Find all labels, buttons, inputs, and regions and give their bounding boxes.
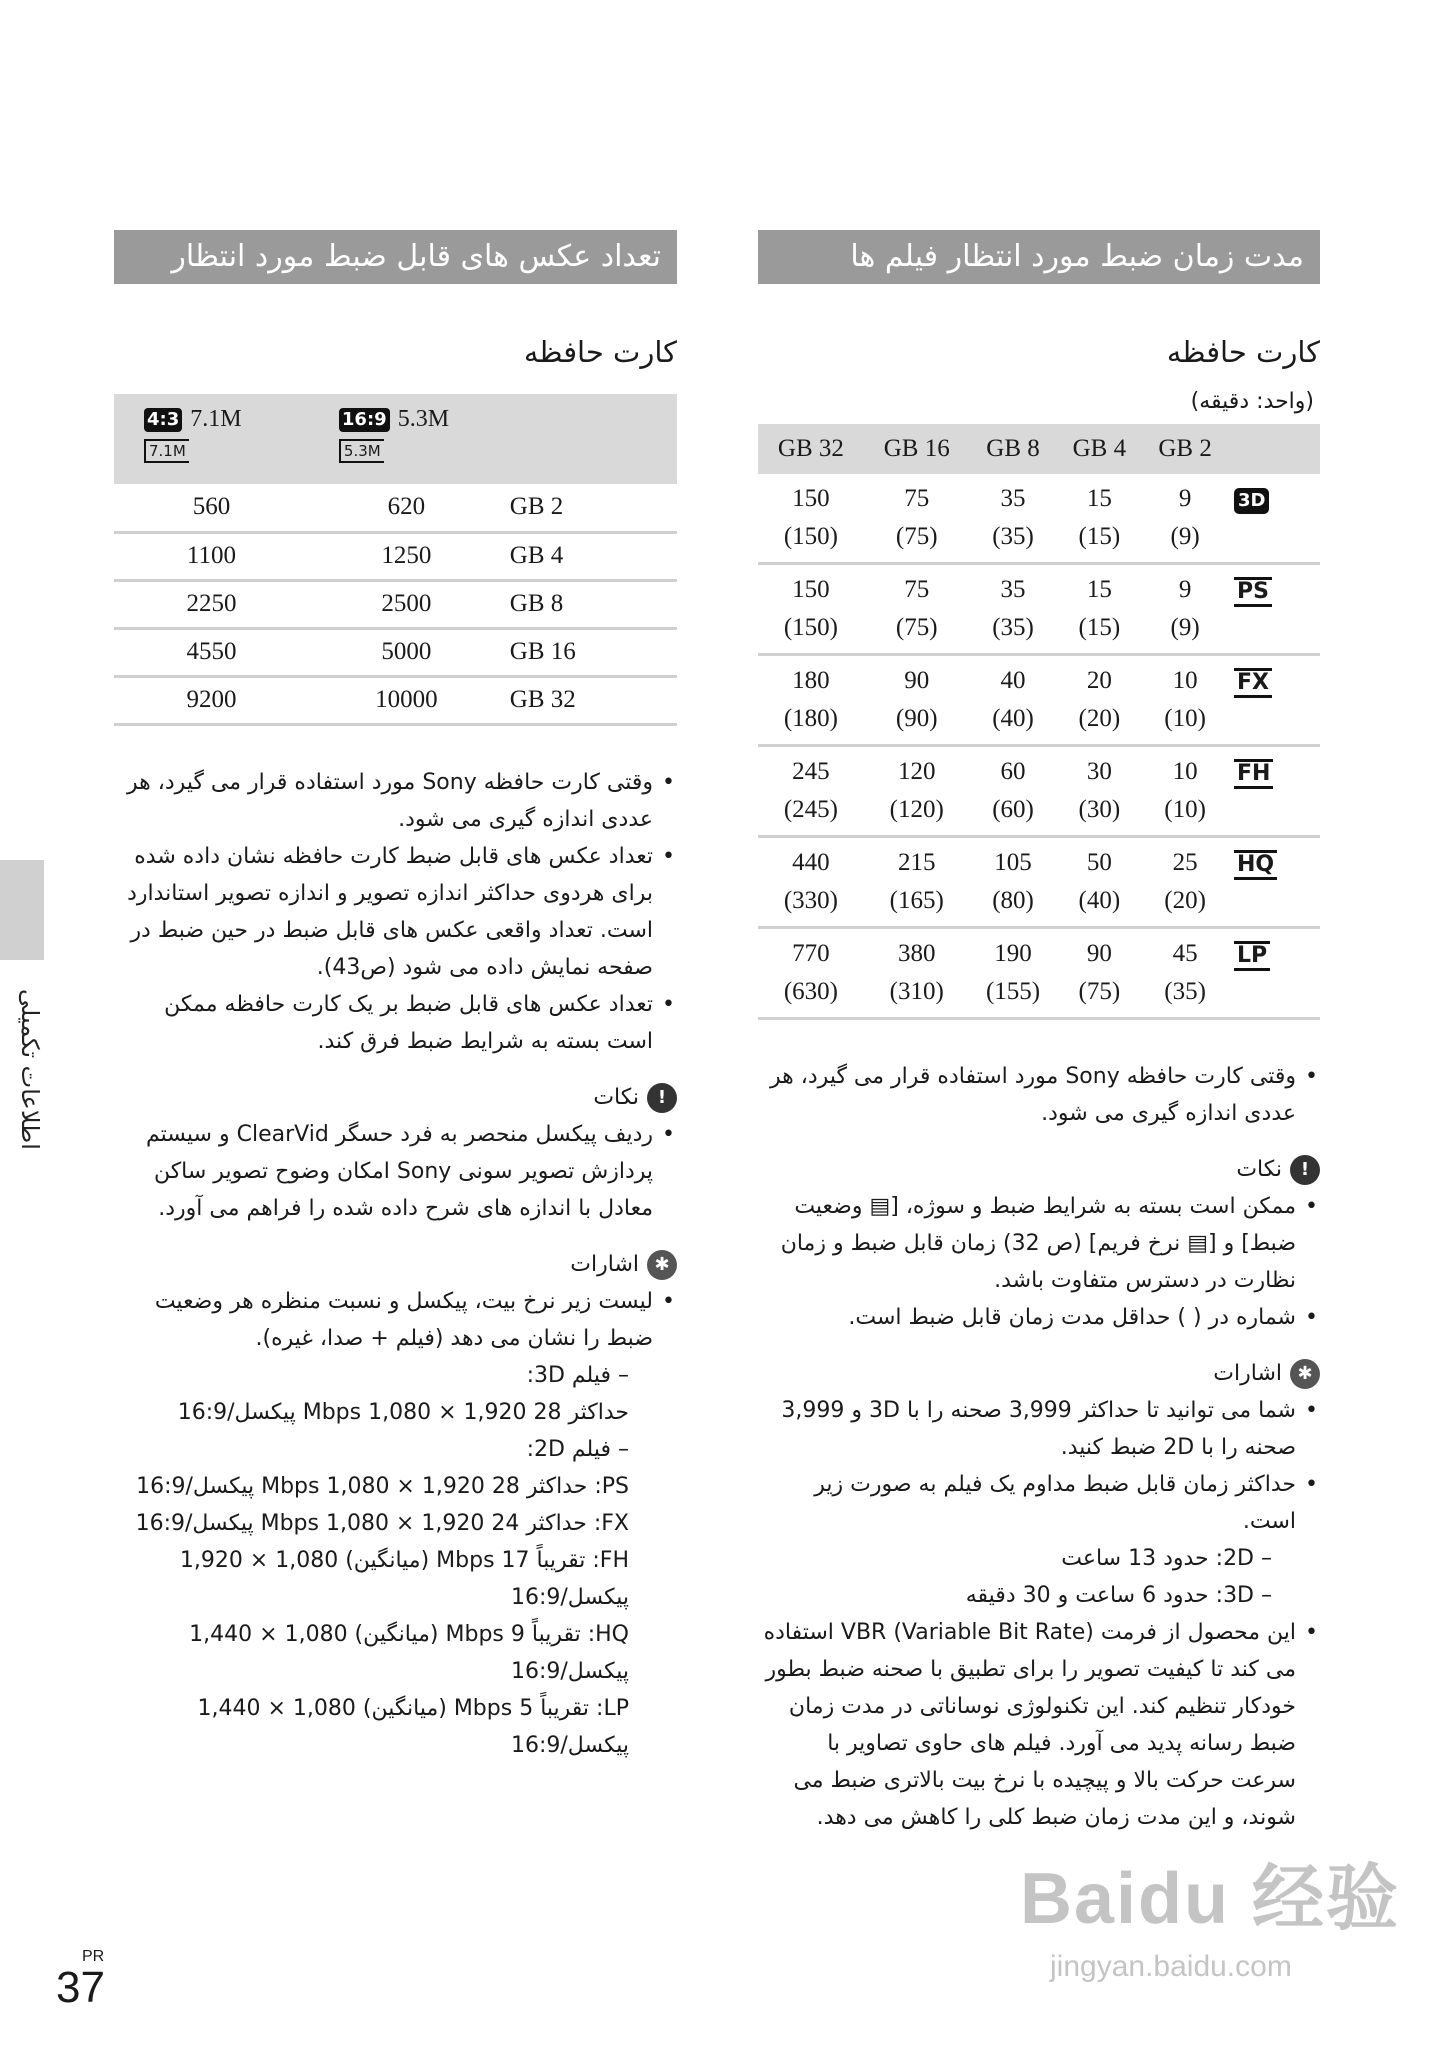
- photos-table: [114, 394, 677, 726]
- ratio-4-3-icon: 4:3: [144, 408, 182, 432]
- count-cell: 1100: [114, 532, 309, 580]
- list-item: LP: تقریباً 5 Mbps (میانگین) 1,080 × 1,440 پیکسل/16:9: [197, 1695, 629, 1758]
- table-cell: [1142, 928, 1228, 1019]
- hint-sublist: [758, 1540, 1320, 1614]
- column-header: 2 GB: [1142, 424, 1228, 474]
- table-cell: [1142, 564, 1228, 655]
- list-item: • شماره در ( ) حداقل مدت زمان قابل ضبط است.: [758, 1299, 1320, 1336]
- list-item: • شما می توانید تا حداکثر 3,999 صحنه را با 3D و 3,999 صحنه را با 2D ضبط کنید.: [758, 1392, 1320, 1466]
- cell-min-value: (9): [1170, 614, 1200, 641]
- table-cell: [864, 928, 970, 1019]
- list-item: HQ: تقریباً 9 Mbps (میانگین) 1,080 × 1,440 پیکسل/16:9: [189, 1621, 629, 1684]
- count-cell: 620: [309, 484, 504, 532]
- table-cell: [970, 655, 1057, 746]
- table-cell: [1142, 837, 1228, 928]
- table-row: [758, 474, 1320, 564]
- page-number-value: 37: [56, 1963, 105, 2012]
- cell-min-value: (310): [889, 978, 944, 1005]
- notes-title: نکات: [1236, 1157, 1282, 1182]
- cell-min-value: (120): [889, 796, 944, 823]
- count-cell: 1250: [309, 532, 504, 580]
- list-item: • ردیف پیکسل منحصر به فرد حسگر ClearVid و سیستم پردازش تصویر سونی Sony امکان وضوح تصویر ساکن معادل با اندازه های شرح داده شده را فراهم می آورد.: [114, 1116, 677, 1227]
- list-item: • حداکثر زمان قابل ضبط مداوم یک فیلم به صورت زیر است.: [758, 1466, 1320, 1540]
- list-item: • وقتی کارت حافظه Sony مورد استفاده قرار می گیرد، هر عددی اندازه گیری می شود.: [114, 764, 677, 838]
- card-cell: 32 GB: [504, 676, 677, 724]
- cell-min-value: (20): [1164, 887, 1206, 914]
- notes-heading: [758, 1152, 1320, 1188]
- card-cell: 16 GB: [504, 628, 677, 676]
- mode-cell: [1228, 474, 1320, 564]
- table-row: [114, 676, 677, 724]
- mode-cell: [1228, 837, 1320, 928]
- watermark: [1020, 1840, 1400, 2040]
- watermark-url: jingyan.baidu.com: [1050, 1950, 1292, 1983]
- column-header: 32 GB: [758, 424, 864, 474]
- list-item: – فیلم 3D:: [526, 1362, 629, 1388]
- list-item: • تعداد عکس های قابل ضبط کارت حافظه نشان داده شده برای هردوی حداکثر اندازه تصویر و اندازه تصویر استاندارد است. تعداد واقعی عکس های قابل ضبط در حین ضبط در صفحه نمایش داده می شود (ص43).: [114, 838, 677, 986]
- mode-3d-icon: 3D: [1234, 488, 1269, 514]
- cell-min-value: (75): [895, 523, 938, 550]
- column-header: 4 GB: [1056, 424, 1142, 474]
- cell-value: 245: [792, 758, 830, 785]
- card-cell: 8 GB: [504, 580, 677, 628]
- cell-value: 380: [897, 940, 936, 967]
- table-cell: [864, 655, 970, 746]
- notes-icon: !: [647, 1083, 677, 1113]
- list-item: • ممکن است بسته به شرایط ضبط و سوژه، [▤ وضعیت ضبط] و [▤ نرخ فریم] (ص 32) زمان قابل ضبط و زمان نظارت در دسترس متفاوت باشد.: [758, 1188, 1320, 1299]
- table-row: [114, 484, 677, 532]
- cell-min-value: (15): [1078, 614, 1121, 641]
- notes-list: [114, 1116, 677, 1227]
- hints-title: اشارات: [1213, 1361, 1282, 1386]
- recording-time-title: مدت زمان ضبط مورد انتظار فیلم ها: [758, 230, 1320, 284]
- hints-title: اشارات: [570, 1251, 639, 1277]
- cell-value: 25: [1172, 849, 1198, 876]
- cell-min-value: (80): [992, 887, 1034, 914]
- table-cell: [864, 746, 970, 837]
- lightbulb-icon: ✱: [647, 1250, 677, 1280]
- cell-min-value: (60): [992, 796, 1034, 823]
- image-size-label: 7.1M: [190, 406, 242, 432]
- mode-lp-icon: LP: [1234, 941, 1270, 971]
- table-header-row: [114, 394, 677, 484]
- recording-time-section: [758, 230, 1320, 1836]
- cell-value: 75: [904, 485, 930, 512]
- cell-min-value: (75): [895, 614, 938, 641]
- mode-header: [1228, 424, 1320, 474]
- notes-title: نکات: [593, 1084, 639, 1110]
- count-cell: 560: [114, 484, 309, 532]
- hints-heading: [758, 1356, 1320, 1392]
- table-row: [758, 837, 1320, 928]
- size-column-header: [309, 394, 504, 484]
- cell-value: 90: [904, 667, 930, 694]
- mode-fx-icon: FX: [1234, 668, 1272, 698]
- notes-icon: !: [1290, 1155, 1320, 1185]
- cell-min-value: (35): [992, 523, 1034, 550]
- cell-value: 105: [994, 849, 1032, 876]
- cell-value: 9: [1178, 485, 1192, 512]
- cell-min-value: (40): [1078, 887, 1121, 914]
- cell-value: 120: [897, 758, 936, 785]
- cell-value: 90: [1086, 940, 1112, 967]
- recording-time-subtitle: کارت حافظه: [1166, 335, 1320, 369]
- table-cell: [864, 474, 970, 564]
- table-cell: [1056, 837, 1142, 928]
- cell-min-value: (245): [783, 796, 838, 823]
- table-cell: [1142, 746, 1228, 837]
- cell-value: 180: [792, 667, 830, 694]
- table-cell: [1142, 655, 1228, 746]
- count-cell: 5000: [309, 628, 504, 676]
- cell-min-value: (35): [992, 614, 1034, 641]
- page-number: [56, 1948, 105, 2010]
- table-header-row: [758, 424, 1320, 474]
- hints-list: [758, 1392, 1320, 1540]
- photos-section: [114, 230, 677, 1764]
- photos-bullets: [114, 764, 677, 1060]
- cell-min-value: (630): [783, 978, 838, 1005]
- cell-value: 770: [792, 940, 830, 967]
- photos-subtitle: کارت حافظه: [523, 335, 677, 369]
- list-item: حداکثر 28 Mbps 1,080 × 1,920 پیکسل/16:9: [177, 1399, 629, 1425]
- watermark-logo: Baidu 经验: [1020, 1859, 1401, 1939]
- cell-value: 440: [792, 849, 830, 876]
- list-item: • این محصول از فرمت VBR (Variable Bit Rate) استفاده می کند تا کیفیت تصویر را برای تطبیق با صحنه ضبط بطور خودکار تنظیم کند. این تکنولوژی نوساناتی در مدت زمان ضبط رسانه پدید می آورد. فیلم های حاوی تصاویر با سرعت حرکت بالا و پیچیده با نرخ بیت بالاتری ضبط می شوند، و این مدت زمان ضبط کلی را کاهش می دهد.: [758, 1614, 1320, 1836]
- cell-value: 150: [792, 485, 830, 512]
- cell-min-value: (180): [783, 705, 838, 732]
- table-cell: [1056, 655, 1142, 746]
- table-row: [114, 628, 677, 676]
- list-item: FX: حداکثر 24 Mbps 1,080 × 1,920 پیکسل/16:9: [135, 1510, 629, 1536]
- table-cell: [758, 837, 864, 928]
- count-cell: 2250: [114, 580, 309, 628]
- table-cell: [970, 837, 1057, 928]
- page-lang: PR: [82, 1948, 105, 1965]
- mode-cell: [1228, 564, 1320, 655]
- photos-title: تعداد عکس های قابل ضبط مورد انتظار: [114, 230, 677, 284]
- table-row: [758, 655, 1320, 746]
- cell-min-value: (75): [1078, 978, 1121, 1005]
- mode-fh-icon: FH: [1234, 759, 1273, 789]
- table-row: [758, 746, 1320, 837]
- image-size-icon: 5.3M: [339, 439, 384, 463]
- ratio-16-9-icon: 16:9: [339, 408, 390, 432]
- cell-value: 10: [1172, 758, 1198, 785]
- list-item: FH: تقریباً 17 Mbps (میانگین) 1,080 × 1,920 پیکسل/16:9: [179, 1547, 629, 1610]
- table-cell: [864, 564, 970, 655]
- cell-value: 50: [1086, 849, 1112, 876]
- table-cell: [758, 474, 864, 564]
- cell-value: 190: [994, 940, 1032, 967]
- count-cell: 9200: [114, 676, 309, 724]
- cell-value: 215: [897, 849, 936, 876]
- column-header: 16 GB: [864, 424, 970, 474]
- cell-value: 45: [1172, 940, 1198, 967]
- table-cell: [970, 928, 1057, 1019]
- cell-min-value: (9): [1170, 523, 1200, 550]
- table-cell: [1056, 564, 1142, 655]
- side-tab-label: اطلاعات تکمیلی: [16, 989, 44, 1150]
- cell-min-value: (15): [1078, 523, 1121, 550]
- cell-min-value: (330): [783, 887, 838, 914]
- table-row: [758, 928, 1320, 1019]
- count-cell: 2500: [309, 580, 504, 628]
- cell-value: 30: [1086, 758, 1112, 785]
- mode-hq-icon: HQ: [1234, 850, 1277, 880]
- cell-value: 10: [1172, 667, 1198, 694]
- table-cell: [1142, 474, 1228, 564]
- table-cell: [864, 837, 970, 928]
- cell-min-value: (150): [783, 523, 838, 550]
- card-cell: 4 GB: [504, 532, 677, 580]
- mode-ps-icon: PS: [1234, 577, 1272, 607]
- list-item: • لیست زیر نرخ بیت، پیکسل و نسبت منظره هر وضعیت ضبط را نشان می دهد (فیلم + صدا، غیره).: [114, 1283, 677, 1357]
- hints-list-2: [758, 1614, 1320, 1836]
- cell-value: 9: [1178, 576, 1192, 603]
- list-item: PS: حداکثر 28 Mbps 1,080 × 1,920 پیکسل/16:9: [136, 1473, 629, 1499]
- mode-cell: [1228, 655, 1320, 746]
- cell-value: 60: [1000, 758, 1026, 785]
- cell-value: 15: [1086, 576, 1112, 603]
- cell-min-value: (165): [889, 887, 944, 914]
- lightbulb-icon: ✱: [1290, 1359, 1320, 1389]
- unit-label: (واحد: دقیقه): [1190, 389, 1314, 414]
- cell-value: 20: [1086, 667, 1112, 694]
- cell-min-value: (90): [895, 705, 938, 732]
- mode-cell: [1228, 928, 1320, 1019]
- card-cell: 2 GB: [504, 484, 677, 532]
- cell-min-value: (150): [783, 614, 838, 641]
- table-cell: [1056, 928, 1142, 1019]
- recording-time-table: [758, 424, 1320, 1020]
- cell-value: 15: [1086, 485, 1112, 512]
- mode-cell: [1228, 746, 1320, 837]
- cell-value: 35: [1000, 576, 1026, 603]
- list-item: • تعداد عکس های قابل ضبط بر یک کارت حافظه ممکن است بسته به شرایط ضبط فرق کند.: [114, 986, 677, 1060]
- cell-min-value: (40): [992, 705, 1034, 732]
- notes-heading: [114, 1080, 677, 1116]
- list-item: – 2D: حدود 13 ساعت: [1061, 1546, 1272, 1571]
- table-row: [758, 564, 1320, 655]
- table-row: [114, 580, 677, 628]
- table-cell: [1056, 746, 1142, 837]
- size-column-header: [114, 394, 309, 484]
- hints-list: [114, 1283, 677, 1357]
- table-cell: [970, 564, 1057, 655]
- table-cell: [758, 564, 864, 655]
- card-header: [504, 394, 677, 484]
- count-cell: 4550: [114, 628, 309, 676]
- cell-value: 75: [904, 576, 930, 603]
- bitrate-list: [114, 1357, 677, 1764]
- table-cell: [1056, 474, 1142, 564]
- list-item: • وقتی کارت حافظه Sony مورد استفاده قرار می گیرد، هر عددی اندازه گیری می شود.: [758, 1058, 1320, 1132]
- cell-min-value: (30): [1078, 796, 1121, 823]
- table-row: [114, 532, 677, 580]
- column-header: 8 GB: [970, 424, 1057, 474]
- notes-list: [758, 1188, 1320, 1336]
- image-size-label: 5.3M: [397, 406, 450, 432]
- cell-min-value: (35): [1164, 978, 1206, 1005]
- image-size-icon: 7.1M: [144, 439, 189, 463]
- recording-time-bullets: [758, 1058, 1320, 1132]
- cell-min-value: (10): [1164, 796, 1206, 823]
- table-cell: [970, 746, 1057, 837]
- list-item: – فیلم 2D:: [526, 1436, 629, 1462]
- cell-min-value: (20): [1078, 705, 1121, 732]
- cell-min-value: (155): [985, 978, 1041, 1005]
- table-cell: [758, 928, 864, 1019]
- cell-value: 40: [1000, 667, 1026, 694]
- table-cell: [758, 746, 864, 837]
- cell-value: 150: [792, 576, 830, 603]
- table-cell: [970, 474, 1057, 564]
- hints-heading: [114, 1247, 677, 1283]
- cell-min-value: (10): [1164, 705, 1206, 732]
- cell-value: 35: [1000, 485, 1026, 512]
- table-cell: [758, 655, 864, 746]
- count-cell: 10000: [309, 676, 504, 724]
- list-item: – 3D: حدود 6 ساعت و 30 دقیقه: [965, 1583, 1272, 1608]
